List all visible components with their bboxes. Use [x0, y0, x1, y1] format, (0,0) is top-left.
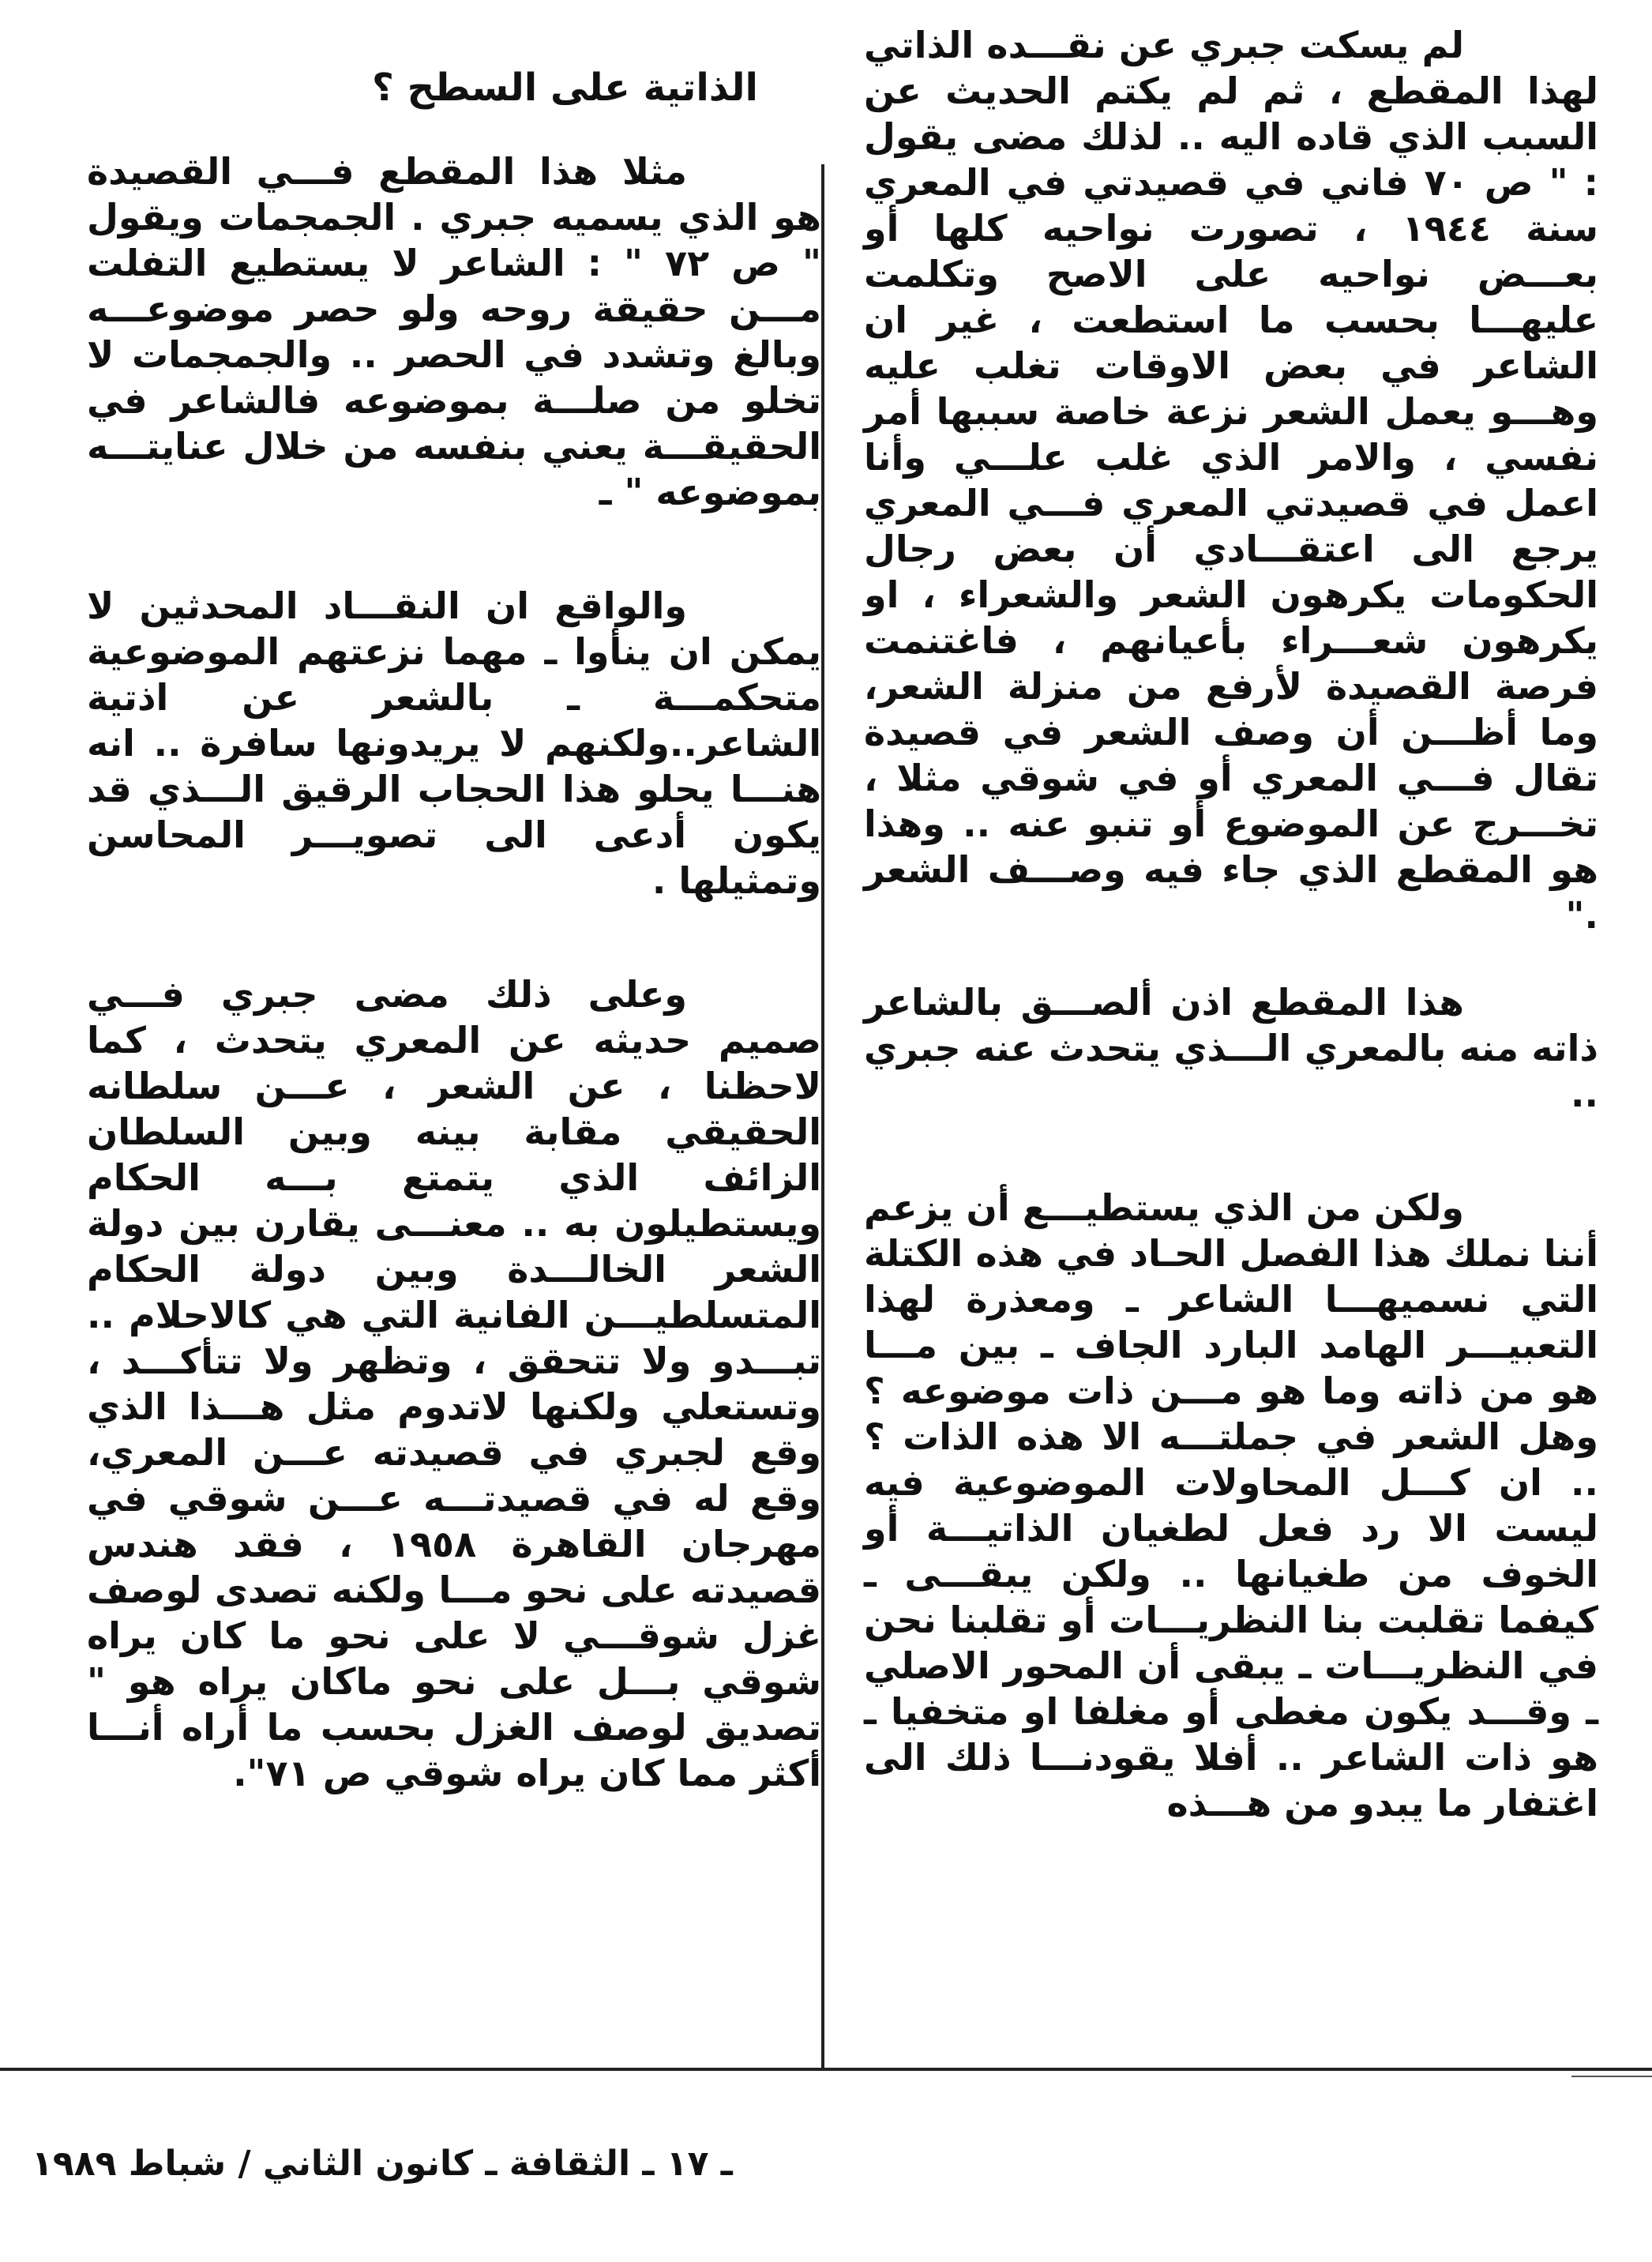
right-paragraph-2: هذا المقطع اذن ألصـــق بالشاعر ذاته منه بالمعري الـــذي يتحدث عنه جبري .. [864, 981, 1598, 1115]
right-paragraph-3: ولكن من الذي يستطيـــع أن يزعم أننا نملك هذا الفصل الحـاد في هذه الكتلة التي نسميهـــا الشاعر ـ ومعذرة لهذا التعبيـــر الهامد البارد الجاف ـ بين مـــا هو من ذاته وما هو مـــن ذات موضوعه ؟ وهل الشعر في جملتـــه الا هذه الذات ؟ .. ان كـــل المحاولات الموضوعية فيه ليست الا رد فعل لطغيان الذاتيـــة أو الخوف من طغيانها .. ولكن يبقـــى ـ كيفما تقلبت بنا النظريـــات أو تقلبنا نحن في النظريـــات ـ يبقى أن المحور الاصلي ـ وقـــد يكون مغطى أو مغلفا او متخفيا ـ هو ذات الشاعر .. أفلا يقودنـــا ذلك الى اغتفار ما يبدو من هـــذه [864, 1186, 1598, 1824]
left-paragraph-2: والواقع ان النقـــاد المحدثين لا يمكن ان ينأوا ـ مهما نزعتهم الموضوعية متحكمـــة ـ بالشعر عن اذتية الشاعر..ولكنهم لا يريدونها سافرة .. انه هنـــا يحلو هذا الحجاب الرقيق الـــذي قد يكون أدعى الى تصويـــر المحاسن وتمثيلها . [87, 584, 821, 902]
right-paragraph-1: لم يسكت جبري عن نقـــده الذاتي لهذا المقطع ، ثم لم يكتم الحديث عن السبب الذي قاده اليه .. لذلك مضى يقول : " ص ٧٠ فاني في قصيدتي في المعري سنة ١٩٤٤ ، تصورت نواحيه كلها أو بعـــض نواحيه على الاصح وتكلمت عليهـــا بحسب ما استطعت ، غير ان الشاعر في بعض الاوقات تغلب عليه وهـــو يعمل الشعر نزعة خاصة سببها أمر نفسي ، والامر الذي غلب علـــي وأنا اعمل في قصيدتي المعري فـــي المعري يرجع الى اعتقـــادي أن بعض رجال الحكومات يكرهون الشعر والشعراء ، او يكرهون شعـــراء بأعيانهم ، فاغتنمت فرصة القصيدة لأرفع من منزلة الشعر، وما أظـــن أن وصف الشعر في قصيدة تقال فـــي المعري أو في شوقي مثلا ، تخـــرج عن الموضوع أو تنبو عنه .. وهذا هو المقطع الذي جاء فيه وصـــف الشعر ." [864, 24, 1598, 937]
footer-rule [0, 2068, 1652, 2071]
page-footer: ـ ١٧ ـ الثقافة ـ كانون الثاني / شباط ١٩٨٩ [32, 2144, 733, 2184]
column-divider [821, 164, 824, 2069]
left-paragraph-3: وعلى ذلك مضى جبري فـــي صميم حديثه عن المعري يتحدث ، كما لاحظنا ، عن الشعر ، عـــن سلطانه الحقيقي مقابة بينه وبين السلطان الزائف الذي يتمتع بـــه الحكام ويستطيلون به .. معنـــى يقارن بين دولة الشعر الخالـــدة وبين دولة الحكام المتسلطيـــن الفانية التي هي كالاحلام .. تبـــدو ولا تتحقق ، وتظهر ولا تتأكـــد ، وتستعلي ولكنها لاتدوم مثل هـــذا الذي وقع لجبري في قصيدته عـــن المعري، وقع له في قصيدتـــه عـــن شوقي في مهرجان القاهرة ١٩٥٨ ، فقد هندس قصيدته على نحو مـــا ولكنه تصدى لوصف غزل شوقـــي لا على نحو ما كان يراه شوقي بـــل على نحو ماكان يراه هو " تصديق لوصف الغزل بحسب ما أراه أنـــا أكثر مما كان يراه شوقي ص ٧١". [87, 973, 822, 1794]
left-paragraph-1: مثلا هذا المقطع فـــي القصيدة هو الذي يسميه جبري . الجمجمات ويقول " ص ٧٢ " : الشاعر لا يستطيع التفلت مـــن حقيقة روحه ولو حصر موضوعـــه وبالغ وتشدد في الحصر .. والجمجمات لا تخلو من صلـــة بموضوعه فالشاعر في الحقيقـــة يعني بنفسه من خلال عنايتـــه بموضوعه " ـ [87, 150, 821, 513]
left-column-lead-line: الذاتية على السطح ؟ [372, 66, 758, 110]
footer-rule-extension [1571, 2076, 1652, 2077]
left-text-column [87, 65, 821, 1864]
right-text-column [864, 22, 1598, 1894]
